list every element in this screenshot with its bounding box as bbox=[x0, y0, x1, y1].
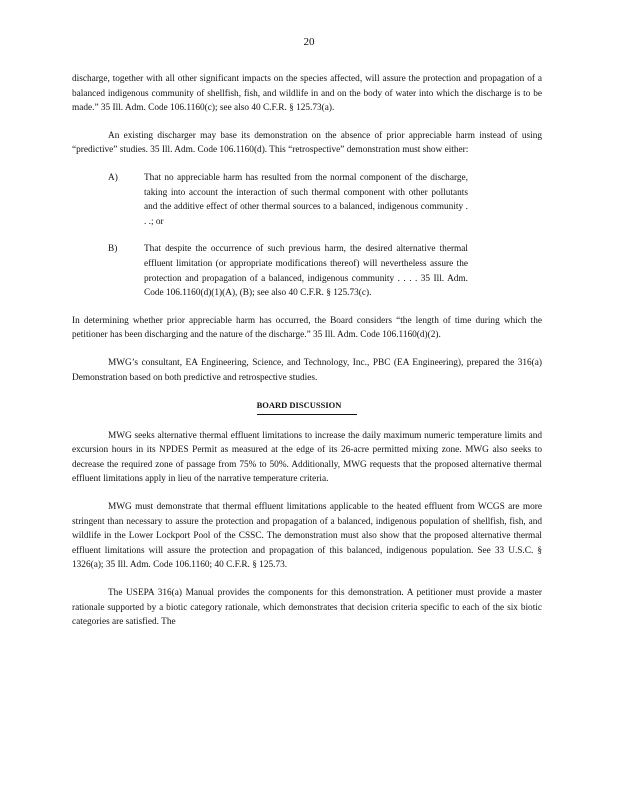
paragraph: discharge, together with all other significant impacts on the species affected, will assure the protection and propagation of a balanced indigenous community of shellfish, fish, and wildlife in and on the body of water into which the discharge is to be made.” 35 Ill. Adm. Code 106.1160(c); see also 40 C.F.R. § 125.73(a). bbox=[72, 74, 542, 114]
paragraph: MWG seeks alternative thermal effluent limitations to increase the daily maximum numeric temperature limits and excursion hours in its NPDES Permit as measured at the edge of its 26-acre permitted mixing zone. MWG also seeks to decrease the required zone of passage from 75% to 50%. Additionally, MWG requests that the proposed alternative thermal effluent limitations apply in lieu of the narrative temperature criteria. bbox=[72, 430, 542, 485]
paragraph: MWG must demonstrate that thermal effluent limitations applicable to the heated effluent from WCGS are more stringent than necessary to assure the protection and propagation of a balanced, indigenous population of shellfish, fish, and wildlife in the Lower Lockport Pool of the CSSC. The demonstration must also show that the proposed alternative thermal effluent limitations will assure the protection and propagation of this balanced, indigenous population. See 33 U.S.C. § 1326(a); 35 Ill. Adm. Code 106.1160; 40 C.F.R. § 125.73. bbox=[72, 502, 542, 571]
list-item-text: That despite the occurrence of such previous harm, the desired alternative thermal effluent limitation (or appropriate modifications thereof) will nevertheless assure the protection and propagation of a balanced, indigenous community . . . . 35 Ill. Adm. Code 106.1160(d)(1)(A), (B); see also 40 C.F.R. § 125.73(c). bbox=[144, 244, 468, 299]
document-body bbox=[72, 72, 542, 630]
paragraph: An existing discharger may base its demonstration on the absence of prior appreciable harm instead of using “predictive” studies. 35 Ill. Adm. Code 106.1160(d). This “retrospective” demonstration must show either: bbox=[72, 130, 542, 156]
list-item-text: That no appreciable harm has resulted from the normal component of the discharge, taking into account the interaction of such thermal component with other pollutants and the additive effect of other thermal sources to a balanced, indigenous community . . .; or bbox=[144, 172, 468, 227]
page-number: 20 bbox=[303, 36, 315, 48]
section-heading bbox=[72, 398, 542, 415]
list-item bbox=[72, 242, 542, 300]
paragraph: The USEPA 316(a) Manual provides the components for this demonstration. A petitioner must provide a master rationale supported by a biotic category rationale, which demonstrates that decision criteria specific to each of the six biotic categories are satisfied. The bbox=[72, 588, 542, 628]
list-item-label: B) bbox=[108, 244, 118, 255]
section-heading-text: BOARD DISCUSSION bbox=[257, 398, 358, 415]
list-item bbox=[72, 171, 542, 229]
paragraph: MWG’s consultant, EA Engineering, Science, and Technology, Inc., PBC (EA Engineering), prepared the 316(a) Demonstration based on both predictive and retrospective studies. bbox=[72, 357, 542, 383]
list-item-label: A) bbox=[108, 172, 118, 183]
paragraph: In determining whether prior appreciable harm has occurred, the Board considers “the length of time during which the petitioner has been discharging and the nature of the discharge.” 35 Ill. Adm. Code 106.1160(d)(2). bbox=[72, 315, 542, 341]
